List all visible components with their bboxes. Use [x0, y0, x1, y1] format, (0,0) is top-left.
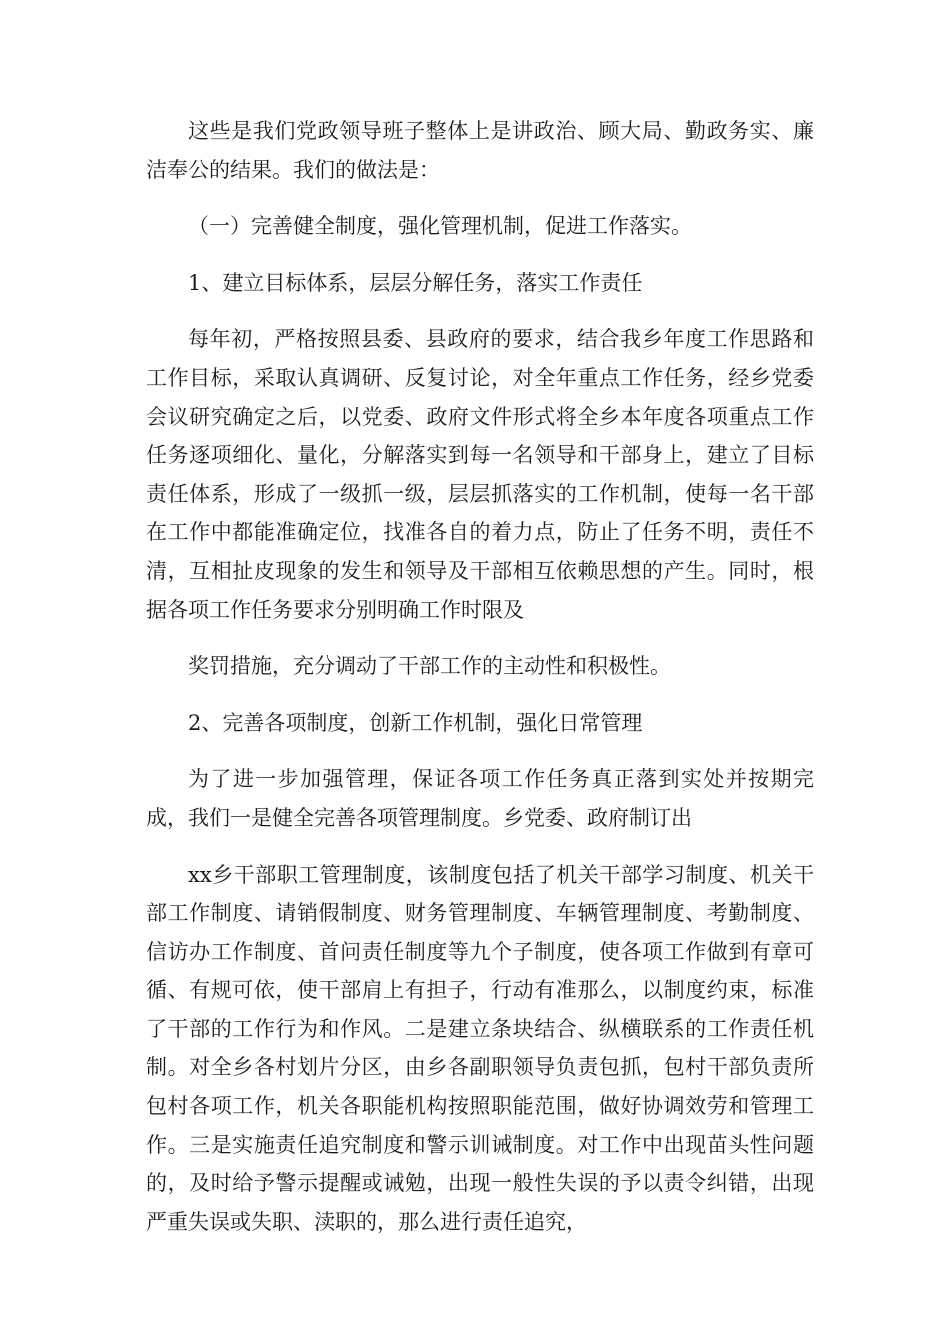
- paragraph-targets: 每年初，严格按照县委、县政府的要求，结合我乡年度工作思路和工作目标，采取认真调研、反复讨论，对全年重点工作任务，经乡党委会议研究确定之后，以党委、政府文件形式将全乡本年度各项重点工作任务逐项细化、量化，分解落实到每一名领导和干部身上，建立了目标责任体系，形成了一级抓一级，层层抓落实的工作机制，使每一名干部在工作中都能准确定位，找准各自的着力点，防止了任务不明，责任不清，互相扯皮现象的发生和领导及干部相互依赖思想的产生。同时，根据各项工作任务要求分别明确工作时限及: [146, 327, 814, 622]
- paragraph-management: 为了进一步加强管理，保证各项工作任务真正落到实处并按期完成，我们一是健全完善各项管理制度。乡党委、政府制订出: [146, 767, 814, 830]
- paragraph-summary: 这些是我们党政领导班子整体上是讲政治、顾大局、勤政务实、廉洁奉公的结果。我们的做法是：: [146, 119, 814, 182]
- section-heading-1: （一）完善健全制度，强化管理机制，促进工作落实。: [188, 214, 692, 239]
- subheading-2: 2、完善各项制度，创新工作机制，强化日常管理: [188, 710, 643, 735]
- subheading-1: 1、建立目标体系，层层分解任务，落实工作责任: [188, 270, 643, 295]
- paragraph-rewards: 奖罚措施，充分调动了干部工作的主动性和积极性。: [188, 654, 671, 679]
- document-page: [146, 112, 814, 1241]
- paragraph-regulations: xx乡干部职工管理制度，该制度包括了机关干部学习制度、机关干部工作制度、请销假制度、财务管理制度、车辆管理制度、考勤制度、信访办工作制度、首问责任制度等九个子制度，使各项工作做到有章可循、有规可依，使干部肩上有担子，行动有准那么，以制度约束，标准了干部的工作行为和作风。二是建立条块结合、纵横联系的工作责任机制。对全乡各村划片分区，由乡各副职领导负责包抓，包村干部负责所包村各项工作，机关各职能机构按照职能范围，做好协调效劳和管理工作。三是实施责任追究制度和警示训诫制度。对工作中出现苗头性问题的，及时给予警示提醒或诫勉，出现一般性失误的予以责令纠错，出现严重失误或失职、渎职的，那么进行责任追究，: [146, 862, 814, 1234]
